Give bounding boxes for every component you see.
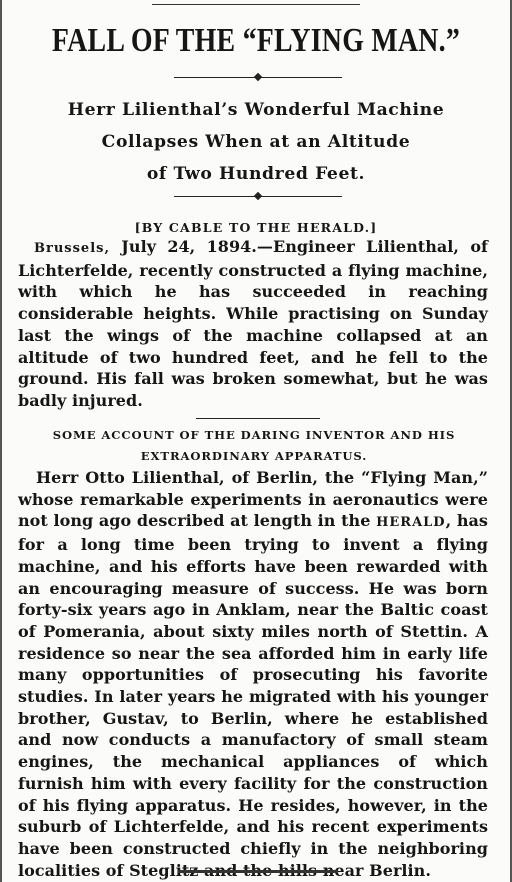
paragraph-1-text: July 24, 1894.—Engineer Lilienthal, of Lichterfelde, recently constructed a flying machine, with which he has succeeded in reaching considerable heights. While practising on Sunday last the wings of the machine collapsed at an altitude of two hundred feet, and he fell to the ground. His fall was broken somewhat, but he was badly injured.	[18, 237, 488, 410]
divider-ornament	[254, 192, 262, 200]
article-paragraph-2	[18, 467, 488, 881]
dateline-place: Brussels,	[34, 241, 110, 256]
article-paragraph-1	[18, 236, 488, 412]
herald-name: HERALD	[376, 515, 446, 531]
headline: FALL OF THE “FLYING MAN.”	[51, 22, 461, 59]
section-divider	[196, 418, 320, 419]
bottom-rule	[178, 870, 338, 873]
subheadline-line-3: of Two Hundred Feet.	[146, 164, 366, 184]
subheadline-line-2: Collapses When at an Altitude	[101, 132, 411, 152]
subheadline-line-1: Herr Lilienthal’s Wonderful Machine	[67, 100, 445, 120]
top-rule	[152, 4, 360, 5]
divider-ornament	[254, 73, 262, 81]
paragraph-2-text-a: Herr Otto Lilienthal, of Berlin, the “Flying Man,” whose remarkable experiments in aeronautics were not long ago described at length in the	[18, 468, 488, 531]
dateline: [BY CABLE TO THE HERALD.]	[134, 220, 378, 235]
paragraph-2-text-b: , has for a long time been trying to invent a flying machine, and his efforts have been rewarded with an encouraging measure of success. He was born forty-six years ago in Anklam, near the Baltic coast of Pomerania, about sixty miles north of Stettin. A residence so near the sea afforded him in early life many opportunities of prosecuting his favorite studies. In later years he migrated with his younger brother, Gustav, to Berlin, where he established and now conducts a manufactory of small steam engines, the mechanical appliances of which furnish him with every facility for the construction of his flying apparatus. He resides, however, in the suburb of Lichterfelde, and his recent experiments have been constructed chiefly in the neighboring localities of Steglitz and the hills near Berlin.	[18, 511, 488, 880]
section-heading: SOME ACCOUNT OF THE DARING INVENTOR AND HIS EXTRAORDINARY APPARATUS.	[52, 428, 456, 463]
subheadline	[20, 94, 492, 190]
